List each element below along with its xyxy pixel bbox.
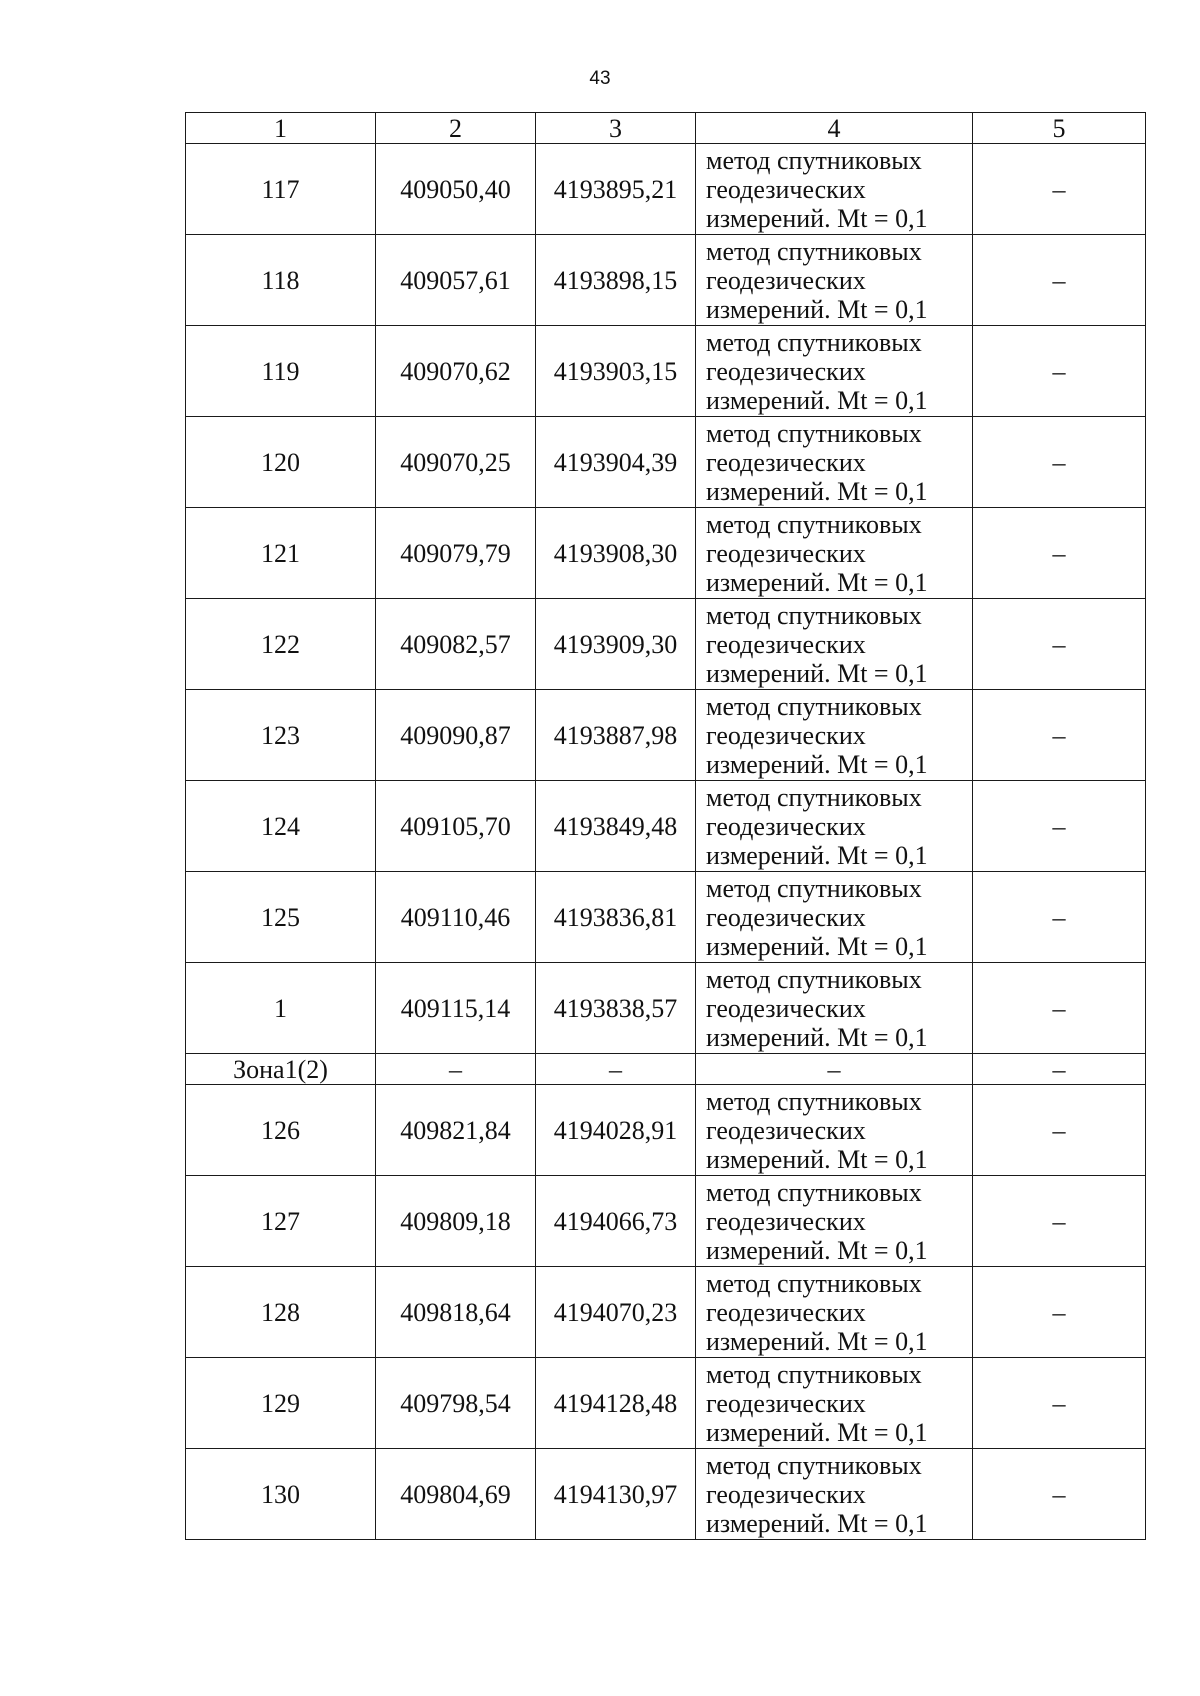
table-row [186, 1176, 1146, 1267]
y-coordinate-cell: 4194066,73 [536, 1176, 696, 1267]
table-row [186, 872, 1146, 963]
method-text-line: метод спутниковых [706, 782, 922, 812]
page-number: 43 [589, 68, 611, 89]
header-cell: 2 [376, 113, 536, 144]
note-cell: – [973, 599, 1146, 690]
method-text-line: геодезических [706, 265, 866, 295]
method-cell [696, 1085, 973, 1176]
method-text-line: измерений. Mt = 0,1 [706, 1326, 928, 1356]
method-cell [696, 1449, 973, 1540]
table-row [186, 144, 1146, 235]
zone-dash-cell: – [376, 1054, 536, 1085]
method-text-line: метод спутниковых [706, 509, 922, 539]
table-row [186, 1085, 1146, 1176]
method-cell [696, 235, 973, 326]
note-cell: – [973, 1176, 1146, 1267]
method-text-line: измерений. Mt = 0,1 [706, 476, 928, 506]
method-text-line: метод спутниковых [706, 145, 922, 175]
point-id-cell: 124 [186, 781, 376, 872]
table-row [186, 1267, 1146, 1358]
method-text-line: геодезических [706, 1388, 866, 1418]
method-text-line: измерений. Mt = 0,1 [706, 840, 928, 870]
method-text-line: метод спутниковых [706, 1450, 922, 1480]
table-row [186, 1449, 1146, 1540]
x-coordinate-cell: 409821,84 [376, 1085, 536, 1176]
table-row [186, 599, 1146, 690]
x-coordinate-cell: 409798,54 [376, 1358, 536, 1449]
table-row [186, 963, 1146, 1054]
method-text-line: измерений. Mt = 0,1 [706, 385, 928, 415]
method-cell [696, 1358, 973, 1449]
x-coordinate-cell: 409082,57 [376, 599, 536, 690]
point-id-cell: 125 [186, 872, 376, 963]
note-cell: – [973, 326, 1146, 417]
point-id-cell: 120 [186, 417, 376, 508]
table-row [186, 1358, 1146, 1449]
y-coordinate-cell: 4193904,39 [536, 417, 696, 508]
point-id-cell: 117 [186, 144, 376, 235]
y-coordinate-cell: 4193895,21 [536, 144, 696, 235]
method-text-line: геодезических [706, 447, 866, 477]
method-text-line: измерений. Mt = 0,1 [706, 931, 928, 961]
zone-row [186, 1054, 1146, 1085]
header-cell: 5 [973, 113, 1146, 144]
x-coordinate-cell: 409070,62 [376, 326, 536, 417]
method-cell [696, 599, 973, 690]
y-coordinate-cell: 4194128,48 [536, 1358, 696, 1449]
method-text-line: измерений. Mt = 0,1 [706, 1417, 928, 1447]
point-id-cell: 1 [186, 963, 376, 1054]
note-cell: – [973, 963, 1146, 1054]
table-row [186, 235, 1146, 326]
y-coordinate-cell: 4193903,15 [536, 326, 696, 417]
method-text-line: метод спутниковых [706, 1086, 922, 1116]
method-text-line: измерений. Mt = 0,1 [706, 294, 928, 324]
method-text-line: измерений. Mt = 0,1 [706, 1508, 928, 1538]
method-text-line: метод спутниковых [706, 873, 922, 903]
point-id-cell: 127 [186, 1176, 376, 1267]
header-cell: 4 [696, 113, 973, 144]
method-text-line: измерений. Mt = 0,1 [706, 749, 928, 779]
method-text-line: геодезических [706, 538, 866, 568]
y-coordinate-cell: 4193849,48 [536, 781, 696, 872]
point-id-cell: 122 [186, 599, 376, 690]
note-cell: – [973, 781, 1146, 872]
method-text-line: измерений. Mt = 0,1 [706, 658, 928, 688]
x-coordinate-cell: 409115,14 [376, 963, 536, 1054]
note-cell: – [973, 1267, 1146, 1358]
method-text-line: геодезических [706, 174, 866, 204]
method-text-line: метод спутниковых [706, 691, 922, 721]
method-text-line: геодезических [706, 993, 866, 1023]
zone-label-cell: Зона1(2) [186, 1054, 376, 1085]
method-text-line: геодезических [706, 902, 866, 932]
x-coordinate-cell: 409809,18 [376, 1176, 536, 1267]
x-coordinate-cell: 409110,46 [376, 872, 536, 963]
x-coordinate-cell: 409804,69 [376, 1449, 536, 1540]
point-id-cell: 130 [186, 1449, 376, 1540]
x-coordinate-cell: 409050,40 [376, 144, 536, 235]
point-id-cell: 129 [186, 1358, 376, 1449]
note-cell: – [973, 690, 1146, 781]
y-coordinate-cell: 4193836,81 [536, 872, 696, 963]
note-cell: – [973, 1358, 1146, 1449]
method-text-line: метод спутниковых [706, 1177, 922, 1207]
method-cell [696, 417, 973, 508]
method-cell [696, 144, 973, 235]
point-id-cell: 119 [186, 326, 376, 417]
point-id-cell: 123 [186, 690, 376, 781]
x-coordinate-cell: 409105,70 [376, 781, 536, 872]
method-text-line: геодезических [706, 1115, 866, 1145]
method-text-line: измерений. Mt = 0,1 [706, 567, 928, 597]
method-text-line: измерений. Mt = 0,1 [706, 1022, 928, 1052]
table-row [186, 781, 1146, 872]
method-text-line: геодезических [706, 811, 866, 841]
table-header-row [186, 113, 1146, 144]
note-cell: – [973, 872, 1146, 963]
y-coordinate-cell: 4193909,30 [536, 599, 696, 690]
y-coordinate-cell: 4193908,30 [536, 508, 696, 599]
method-cell [696, 690, 973, 781]
table-row [186, 690, 1146, 781]
method-text-line: метод спутниковых [706, 1268, 922, 1298]
header-cell: 1 [186, 113, 376, 144]
point-id-cell: 128 [186, 1267, 376, 1358]
y-coordinate-cell: 4194028,91 [536, 1085, 696, 1176]
zone-dash-cell: – [696, 1054, 973, 1085]
zone-dash-cell: – [973, 1054, 1146, 1085]
method-text-line: геодезических [706, 1206, 866, 1236]
method-text-line: геодезических [706, 1479, 866, 1509]
y-coordinate-cell: 4193887,98 [536, 690, 696, 781]
table-body [186, 113, 1146, 1540]
y-coordinate-cell: 4194130,97 [536, 1449, 696, 1540]
note-cell: – [973, 1449, 1146, 1540]
header-cell: 3 [536, 113, 696, 144]
table-row [186, 508, 1146, 599]
method-text-line: геодезических [706, 720, 866, 750]
method-text-line: измерений. Mt = 0,1 [706, 203, 928, 233]
method-text-line: метод спутниковых [706, 418, 922, 448]
table-row [186, 326, 1146, 417]
table-row [186, 417, 1146, 508]
y-coordinate-cell: 4193838,57 [536, 963, 696, 1054]
method-cell [696, 872, 973, 963]
method-text-line: геодезических [706, 356, 866, 386]
x-coordinate-cell: 409090,87 [376, 690, 536, 781]
method-text-line: метод спутниковых [706, 1359, 922, 1389]
method-text-line: измерений. Mt = 0,1 [706, 1144, 928, 1174]
method-text-line: метод спутниковых [706, 327, 922, 357]
x-coordinate-cell: 409070,25 [376, 417, 536, 508]
coordinates-table [185, 112, 1146, 1540]
x-coordinate-cell: 409818,64 [376, 1267, 536, 1358]
method-cell [696, 1176, 973, 1267]
note-cell: – [973, 508, 1146, 599]
point-id-cell: 126 [186, 1085, 376, 1176]
method-cell [696, 326, 973, 417]
zone-dash-cell: – [536, 1054, 696, 1085]
note-cell: – [973, 1085, 1146, 1176]
point-id-cell: 121 [186, 508, 376, 599]
method-text-line: метод спутниковых [706, 964, 922, 994]
method-cell [696, 1267, 973, 1358]
y-coordinate-cell: 4194070,23 [536, 1267, 696, 1358]
method-cell [696, 508, 973, 599]
method-text-line: геодезических [706, 629, 866, 659]
note-cell: – [973, 417, 1146, 508]
method-text-line: измерений. Mt = 0,1 [706, 1235, 928, 1265]
method-cell [696, 963, 973, 1054]
method-text-line: метод спутниковых [706, 600, 922, 630]
y-coordinate-cell: 4193898,15 [536, 235, 696, 326]
x-coordinate-cell: 409057,61 [376, 235, 536, 326]
note-cell: – [973, 144, 1146, 235]
method-text-line: геодезических [706, 1297, 866, 1327]
point-id-cell: 118 [186, 235, 376, 326]
method-cell [696, 781, 973, 872]
method-text-line: метод спутниковых [706, 236, 922, 266]
x-coordinate-cell: 409079,79 [376, 508, 536, 599]
note-cell: – [973, 235, 1146, 326]
